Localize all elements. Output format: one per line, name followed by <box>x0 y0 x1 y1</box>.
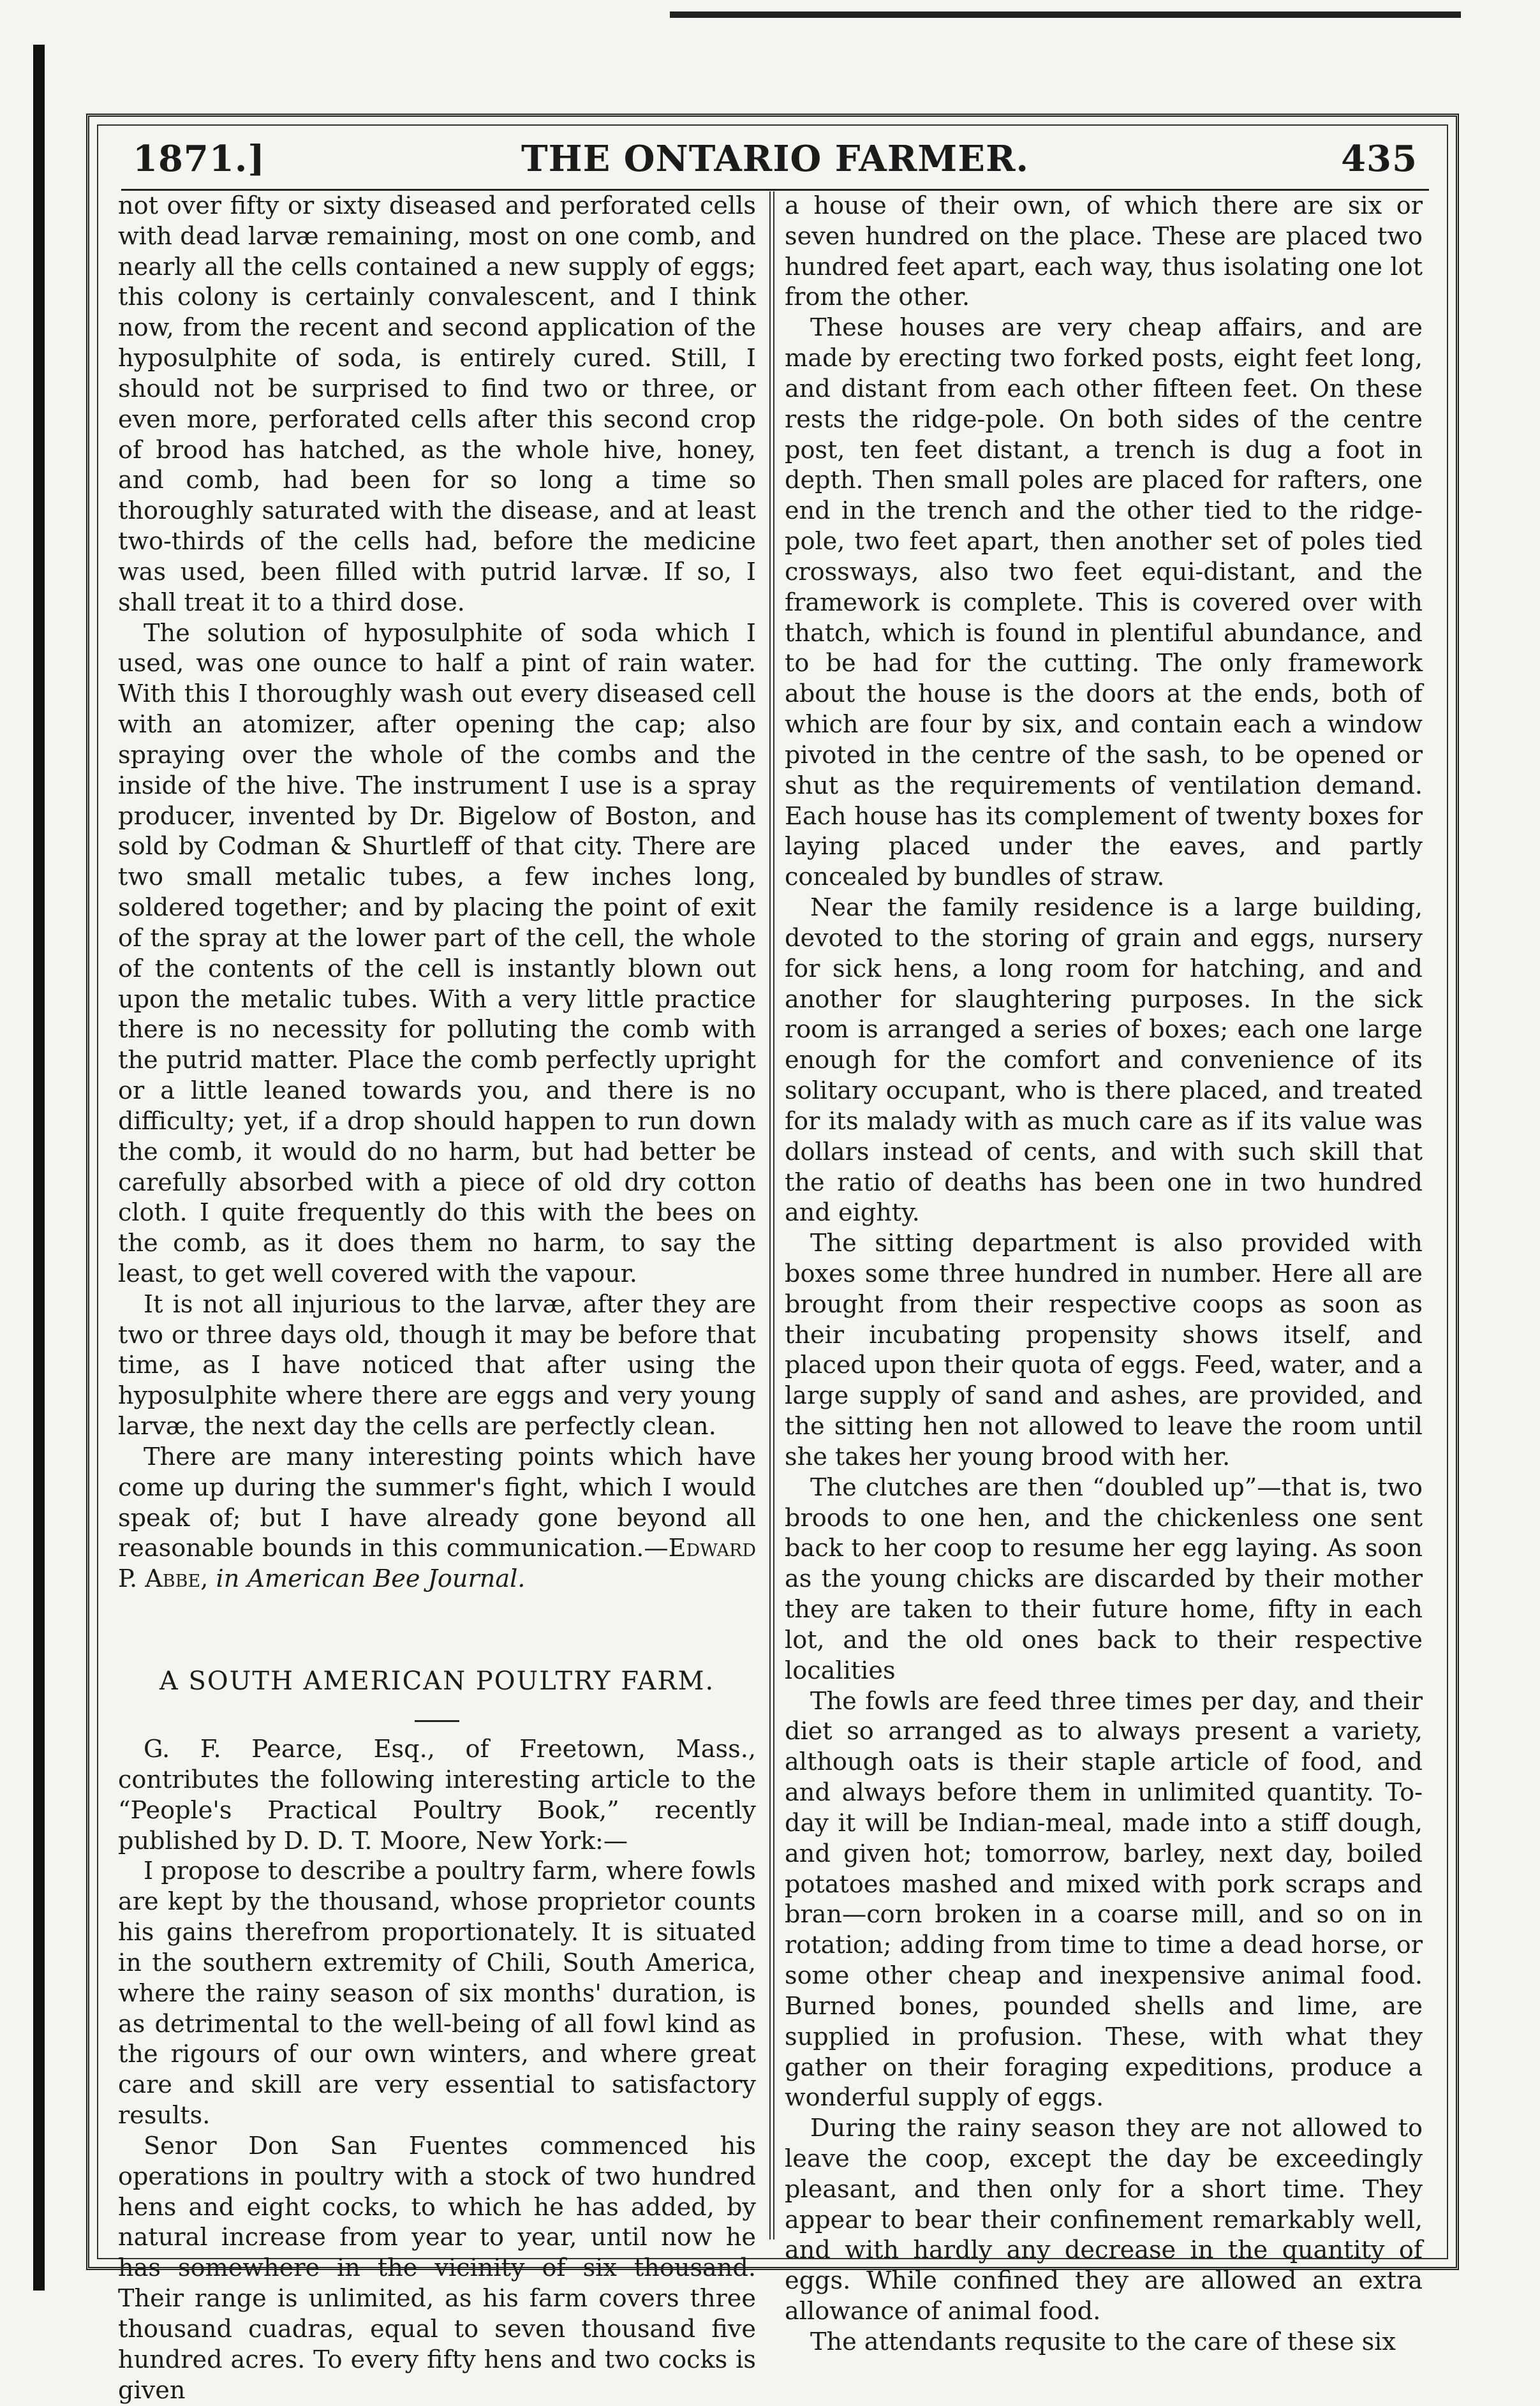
paragraph: Senor Don San Fuentes commenced his operations in poultry with a stock of two hundred hens and eight cocks, to which he has added, by natural increase from year to year, until now he has somewhere in the vicinity of six thousand. Their range is unlimited, as his farm covers three thousand cuadras, equal to seven thousand five hundred acres. To every fifty hens and two cocks is given <box>118 2132 756 2405</box>
paragraph: The attendants requsite to the care of these six <box>810 2328 1396 2356</box>
paragraph: not over fifty or sixty diseased and perforated cells with dead larvæ remaining, most on one comb, and nearly all the cells contained a new supply of eggs; this colony is certainly convalescent, and I think now, from the recent and second application of the hyposulphite of soda, is entirely cured. Still, I should not be surprised to find two or three, or even more, perforated cells after this second crop of brood has hatched, as the whole hive, honey, and comb, had been for so long a time so thoroughly saturated with the disease, and at least two-thirds of the cells had, before the medicine was used, been filled with putrid larvæ. If so, I shall treat it to a third dose. <box>118 192 756 617</box>
publication-title: THE ONTARIO FARMER. <box>521 138 1029 180</box>
left-column <box>118 191 756 2405</box>
right-column <box>785 191 1423 2356</box>
author-signature: Edward P. Abbe, <box>118 1534 756 1594</box>
column-divider <box>769 191 774 2239</box>
paragraph: These houses are very cheap affairs, and are made by erecting two forked posts, eight feet long, and distant from each other fifteen feet. On these rests the ridge-pole. On both sides of the centre post, ten feet distant, a trench is dug a foot in depth. Then small poles are placed for rafters, one end in the trench and the other tied to the ridge-pole, two feet apart, then another set of poles tied crossways, also two feet equi-distant, and the framework is complete. This is covered over with thatch, which is found in plentiful abundance, and to be had for the cutting. The only framework about the house is the doors at the ends, both of which are four by six, and contain each a window pivoted in the centre of the sash, to be opened or shut as the requirements of ventilation demand. Each house has its complement of twenty boxes for laying placed under the eaves, and partly concealed by bundles of straw. <box>785 314 1423 892</box>
paragraph: The solution of hyposulphite of soda which I used, was one ounce to half a pint of rain water. With this I thoroughly wash out every diseased cell with an atomizer, after opening the cap; also spraying over the whole of the combs and the inside of the hive. The instrument I use is a spray producer, invented by Dr. Bigelow of Boston, and sold by Codman & Shurtleff of that city. There are two small metalic tubes, a few inches long, soldered together; and by placing the point of exit of the spray at the lower part of the cell, the whole of the contents of the cell is instantly blown out upon the metalic tubes. With a very little practice there is no necessity for polluting the comb with the putrid matter. Place the comb perfectly upright or a little leaned towards you, and there is no difficulty; yet, if a drop should happen to run down the comb, it would do no harm, but had better be carefully absorbed with a piece of old dry cotton cloth. I quite frequently do this with the bees on the comb, as it does them no harm, to say the least, to get well covered with the vapour. <box>118 619 756 1288</box>
section-title: A SOUTH AMERICAN POULTRY FARM. <box>159 1667 715 1697</box>
top-rule <box>670 11 1461 18</box>
paragraph-text: There are many interesting points which have come up during the summer's fight, which I would speak of; but I have already gone beyond all reasonable bounds in this communication.— <box>118 1443 756 1563</box>
section-rule <box>415 1720 459 1722</box>
paragraph: During the rainy season they are not allowed to leave the coop, except the day be exceedingly pleasant, and then only for a short time. They appear to bear their confinement remarkably well, and with hardly any decrease in the quantity of eggs. While confined they are allowed an extra allowance of animal food. <box>785 2114 1423 2326</box>
page-header <box>121 134 1429 191</box>
paragraph: a house of their own, of which there are six or seven hundred on the place. These are placed two hundred feet apart, each way, thus isolating one lot from the other. <box>785 192 1423 312</box>
paragraph: I propose to describe a poultry farm, where fowls are kept by the thousand, whose proprietor counts his gains therefrom proportionately. It is situated in the southern extremity of Chili, South America, where the rainy season of six months' duration, is as detrimental to the well-being of all fowl kind as the rigours of our own winters, and where great care and skill are very essential to satisfactory results. <box>118 1857 756 2130</box>
paragraph-with-signature <box>118 1443 756 1595</box>
scan-edge <box>33 45 45 2291</box>
paragraph: It is not all injurious to the larvæ, after they are two or three days old, though it may be before that time, as I have noticed that after using the hyposulphite where there are eggs and very young larvæ, the next day the cells are perfectly clean. <box>118 1290 756 1441</box>
paragraph: The clutches are then “doubled up”—that is, two broods to one hen, and the chickenless one sent back to her coop to resume her egg laying. As soon as the young chicks are discarded by their mother they are taken to their future home, fifty in each lot, and the old ones back to their respective localities <box>785 1473 1423 1685</box>
paragraph: The fowls are feed three times per day, and their diet so arranged as to always present a variety, although oats is their staple article of food, and and always before them in unlimited quantity. To-day it will be Indian-meal, made into a stiff dough, and given hot; tomorrow, barley, next day, boiled potatoes mashed and mixed with pork scraps and bran—corn broken in a coarse mill, and so on in rotation; adding from time to time a dead horse, or some other cheap and inexpensive animal food. Burned bones, pounded shells and lime, are supplied in profusion. These, with what they gather on their foraging expeditions, produce a wonderful supply of eggs. <box>785 1687 1423 2113</box>
source-citation: in American Bee Journal. <box>216 1565 526 1594</box>
paragraph: Near the family residence is a large building, devoted to the storing of grain and eggs, nursery for sick hens, a long room for hatching, and and another for slaughtering purposes. In the sick room is arranged a series of boxes; each one large enough for the comfort and convenience of its solitary occupant, who is there placed, and treated for its malady with as much care as if its value was dollars instead of cents, and with such skill that the ratio of deaths has been one in two hundred and eighty. <box>785 894 1423 1228</box>
issue-year: 1871.] <box>133 138 265 180</box>
paragraph: The sitting department is also provided with boxes some three hundred in number. Here all are brought from their respective coops as soon as their incubating propensity shows itself, and placed upon their quota of eggs. Feed, water, and a large supply of sand and ashes, are provided, and the sitting hen not allowed to leave the room until she takes her young brood with her. <box>785 1229 1423 1471</box>
page-number: 435 <box>1341 138 1418 180</box>
paragraph: G. F. Pearce, Esq., of Freetown, Mass., contributes the following interesting article to the “People's Practical Poultry Book,” recently published by D. D. T. Moore, New York:— <box>118 1735 756 1855</box>
